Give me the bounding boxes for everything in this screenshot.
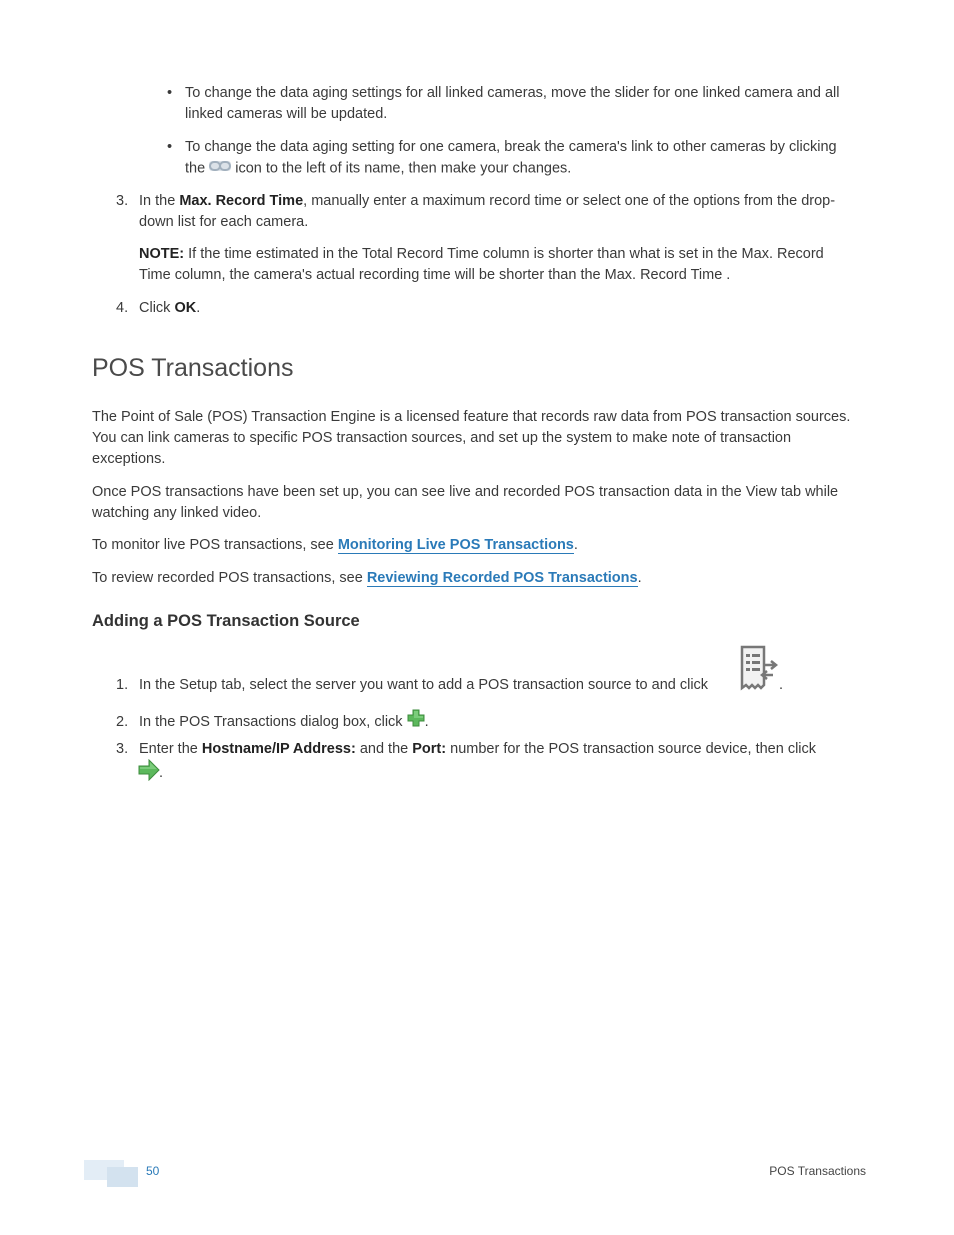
bullet-dot: • [167,85,173,101]
step-bold: Hostname/IP Address: [201,741,356,757]
step-bold: Max. Record Time [179,193,304,209]
paragraph [92,535,862,556]
pos-transaction-icon [739,645,779,698]
bullet-text-part: icon to the left of its name, then make your changes. [235,160,572,177]
page-number: 50 [146,1164,160,1178]
step-text [139,191,859,233]
paragraph-text: To monitor live POS transactions, see [92,537,334,553]
step-text-part: In the Setup tab, select the server you want to add a POS transaction source to and click [139,677,709,693]
step-bold: OK [174,300,197,316]
step-text-part: In the [139,193,176,209]
arrow-right-icon [138,759,160,788]
step-number: 1. [116,677,129,693]
add-plus-icon [407,709,425,734]
step-text-part: Click [139,300,171,316]
footer-logo-block [107,1167,138,1187]
step-text [139,739,859,760]
reviewing-recorded-pos-link[interactable]: Reviewing Recorded POS Transactions [366,570,638,586]
step-text-part: number for the POS transaction source device, then click [450,741,817,757]
step-text [139,712,859,734]
link-icon [209,158,231,179]
paragraph-text: To review recorded POS transactions, see [92,570,363,586]
step-text-part: In the POS Transactions dialog box, click [139,714,403,730]
bullet-text-part: To change the data aging setting for one camera, break the camera's link to other cameras by clicking the [185,139,837,177]
step-text [139,298,859,319]
note-text: If the time estimated in the Total Record Time column is shorter than what is set in the Max. Record Time column, the camera's actual recording time will be shorter than the Max. Record Time . [139,246,824,283]
bullet-text [185,137,845,179]
step-number: 3. [116,741,129,757]
step-text-part: . [779,677,784,693]
step-text-part: Enter the [139,741,198,757]
step-text-part: and the [359,741,409,757]
step-text-part: . [159,765,164,781]
step-text-part: , manually enter a maximum record time or select one of the options from the drop-down list for each camera. [139,193,836,230]
step-number: 4. [116,300,129,316]
note [139,244,859,286]
step-text-part: . [424,714,429,730]
note-label: NOTE: [139,246,185,262]
bullet-dot: • [167,139,173,155]
paragraph-text: . [637,570,642,586]
step-number: 2. [116,714,129,730]
monitoring-live-pos-link[interactable]: Monitoring Live POS Transactions [337,537,574,553]
paragraph-text: . [573,537,578,553]
subsection-title: Adding a POS Transaction Source [92,612,360,630]
step-number: 3. [116,193,129,209]
paragraph: The Point of Sale (POS) Transaction Engine is a licensed feature that records raw data from POS transaction sources. You can link cameras to specific POS transaction sources, and set up the system to make note of transaction exceptions. [92,409,851,467]
footer-section-title: POS Transactions [769,1164,866,1178]
section-title: POS Transactions [92,354,294,382]
bullet-text: To change the data aging settings for all linked cameras, move the slider for one linked camera and all linked cameras will be updated. [185,85,840,122]
step-bold: Port: [412,741,447,757]
paragraph: Once POS transactions have been set up, you can see live and recorded POS transaction data in the View tab while watching any linked video. [92,484,839,521]
paragraph [92,568,862,589]
step-text-part: . [196,300,201,316]
